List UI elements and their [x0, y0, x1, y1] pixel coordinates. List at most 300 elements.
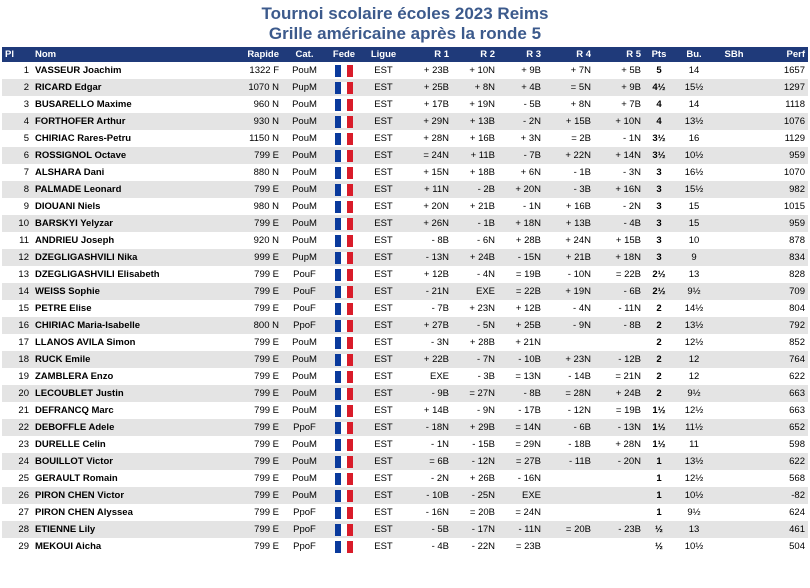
- cell-r2: + 13B: [452, 113, 498, 130]
- table-row: [2, 283, 808, 300]
- cell-fede: [327, 249, 361, 266]
- col-header-fede: Fede: [327, 47, 361, 62]
- france-flag-icon: [335, 150, 353, 162]
- table-row: [2, 130, 808, 147]
- cell-r4: + 23N: [544, 351, 594, 368]
- cell-pts: 4: [644, 96, 674, 113]
- cell-bu: 12: [674, 351, 714, 368]
- cell-bu: 15: [674, 198, 714, 215]
- cell-r1: = 24N: [406, 147, 452, 164]
- cell-rapide: 1150 N: [232, 130, 282, 147]
- cell-nom: RUCK Emile: [32, 351, 232, 368]
- france-flag-icon: [335, 235, 353, 247]
- france-flag-icon: [335, 303, 353, 315]
- france-flag-icon: [335, 354, 353, 366]
- france-flag-icon: [335, 524, 353, 536]
- cell-cat: PouM: [282, 402, 327, 419]
- france-flag-icon: [335, 167, 353, 179]
- cell-nom: CHIRIAC Rares-Petru: [32, 130, 232, 147]
- col-header-pl: Pl: [2, 47, 32, 62]
- cell-pts: 3½: [644, 147, 674, 164]
- cell-nom: BARSKYI Yelyzar: [32, 215, 232, 232]
- cell-ligue: EST: [361, 368, 406, 385]
- table-row: [2, 385, 808, 402]
- cell-sbh: [714, 164, 754, 181]
- cell-cat: PouM: [282, 164, 327, 181]
- cell-r2: + 8N: [452, 79, 498, 96]
- col-header-r3: R 3: [498, 47, 544, 62]
- cell-pl: 23: [2, 436, 32, 453]
- cell-pl: 10: [2, 215, 32, 232]
- cell-r1: - 4B: [406, 538, 452, 555]
- cell-rapide: 1070 N: [232, 79, 282, 96]
- cell-r5: [594, 538, 644, 555]
- cell-r2: + 28B: [452, 334, 498, 351]
- cell-sbh: [714, 215, 754, 232]
- france-flag-icon: [335, 422, 353, 434]
- cell-r2: + 11B: [452, 147, 498, 164]
- cell-cat: PouM: [282, 470, 327, 487]
- cell-bu: 9½: [674, 504, 714, 521]
- cell-r1: = 6B: [406, 453, 452, 470]
- cell-r1: + 17B: [406, 96, 452, 113]
- col-header-r2: R 2: [452, 47, 498, 62]
- cell-fede: [327, 147, 361, 164]
- cell-r4: - 11B: [544, 453, 594, 470]
- cell-cat: PpoF: [282, 521, 327, 538]
- cell-sbh: [714, 504, 754, 521]
- cell-ligue: EST: [361, 419, 406, 436]
- cell-nom: DZEGLIGASHVILI Elisabeth: [32, 266, 232, 283]
- cell-bu: 15½: [674, 181, 714, 198]
- cell-pts: 2: [644, 368, 674, 385]
- france-flag-icon: [335, 65, 353, 77]
- cell-sbh: [714, 62, 754, 79]
- cell-r2: - 9N: [452, 402, 498, 419]
- cell-nom: DURELLE Celin: [32, 436, 232, 453]
- cell-bu: 10: [674, 232, 714, 249]
- cell-fede: [327, 300, 361, 317]
- col-header-r1: R 1: [406, 47, 452, 62]
- cell-ligue: EST: [361, 232, 406, 249]
- cell-fede: [327, 487, 361, 504]
- col-header-r4: R 4: [544, 47, 594, 62]
- cell-pl: 7: [2, 164, 32, 181]
- cell-fede: [327, 130, 361, 147]
- cell-r1: + 20N: [406, 198, 452, 215]
- cell-perf: 878: [754, 232, 808, 249]
- cell-pl: 11: [2, 232, 32, 249]
- cell-r4: - 3B: [544, 181, 594, 198]
- cell-perf: 1076: [754, 113, 808, 130]
- france-flag-icon: [335, 371, 353, 383]
- cell-perf: -82: [754, 487, 808, 504]
- cell-r3: + 18N: [498, 215, 544, 232]
- cell-r5: + 7B: [594, 96, 644, 113]
- cell-r2: - 5N: [452, 317, 498, 334]
- cell-r1: + 25B: [406, 79, 452, 96]
- cell-r3: + 28B: [498, 232, 544, 249]
- cell-r3: EXE: [498, 487, 544, 504]
- cell-cat: PpoF: [282, 538, 327, 555]
- france-flag-icon: [335, 218, 353, 230]
- france-flag-icon: [335, 337, 353, 349]
- cell-pl: 2: [2, 79, 32, 96]
- cell-fede: [327, 453, 361, 470]
- cell-bu: 16½: [674, 164, 714, 181]
- cell-sbh: [714, 368, 754, 385]
- cell-rapide: 799 E: [232, 147, 282, 164]
- cell-r2: + 16B: [452, 130, 498, 147]
- cell-r2: + 21B: [452, 198, 498, 215]
- cell-r4: - 12N: [544, 402, 594, 419]
- table-row: [2, 436, 808, 453]
- cell-r5: - 8B: [594, 317, 644, 334]
- cell-fede: [327, 538, 361, 555]
- cell-r4: + 19N: [544, 283, 594, 300]
- cell-bu: 10½: [674, 147, 714, 164]
- cell-pts: 2: [644, 317, 674, 334]
- france-flag-icon: [335, 82, 353, 94]
- table-row: [2, 521, 808, 538]
- table-row: [2, 419, 808, 436]
- cell-bu: 13½: [674, 453, 714, 470]
- cell-nom: WEISS Sophie: [32, 283, 232, 300]
- cell-perf: 1657: [754, 62, 808, 79]
- cell-r2: - 22N: [452, 538, 498, 555]
- cell-bu: 11½: [674, 419, 714, 436]
- cell-r1: - 5B: [406, 521, 452, 538]
- france-flag-icon: [335, 252, 353, 264]
- cell-r5: = 21N: [594, 368, 644, 385]
- col-header-perf: Perf: [754, 47, 808, 62]
- cell-r3: - 17B: [498, 402, 544, 419]
- cell-pl: 4: [2, 113, 32, 130]
- cell-r3: - 10B: [498, 351, 544, 368]
- cell-r1: - 13N: [406, 249, 452, 266]
- cell-perf: 568: [754, 470, 808, 487]
- cell-fede: [327, 232, 361, 249]
- cell-fede: [327, 368, 361, 385]
- cell-r5: - 12B: [594, 351, 644, 368]
- cell-ligue: EST: [361, 487, 406, 504]
- cell-cat: PouM: [282, 198, 327, 215]
- cell-r5: + 18N: [594, 249, 644, 266]
- cell-cat: PouM: [282, 130, 327, 147]
- cell-r3: + 3N: [498, 130, 544, 147]
- cell-r3: - 8B: [498, 385, 544, 402]
- cell-bu: 9½: [674, 385, 714, 402]
- cell-fede: [327, 317, 361, 334]
- cell-pl: 22: [2, 419, 32, 436]
- cell-nom: PALMADE Leonard: [32, 181, 232, 198]
- cell-nom: ANDRIEU Joseph: [32, 232, 232, 249]
- cell-r2: + 26B: [452, 470, 498, 487]
- cell-r1: + 22B: [406, 351, 452, 368]
- table-row: [2, 198, 808, 215]
- cell-sbh: [714, 538, 754, 555]
- table-row: [2, 181, 808, 198]
- france-flag-icon: [335, 320, 353, 332]
- cell-r2: EXE: [452, 283, 498, 300]
- cell-sbh: [714, 487, 754, 504]
- cell-r3: - 16N: [498, 470, 544, 487]
- cell-r2: - 12N: [452, 453, 498, 470]
- cell-r1: + 12B: [406, 266, 452, 283]
- cell-r3: = 24N: [498, 504, 544, 521]
- table-row: [2, 164, 808, 181]
- col-header-ligue: Ligue: [361, 47, 406, 62]
- france-flag-icon: [335, 456, 353, 468]
- cell-perf: 622: [754, 453, 808, 470]
- cell-cat: PouF: [282, 283, 327, 300]
- cell-cat: PouM: [282, 113, 327, 130]
- cell-cat: PouM: [282, 487, 327, 504]
- cell-cat: PouM: [282, 96, 327, 113]
- cell-ligue: EST: [361, 334, 406, 351]
- france-flag-icon: [335, 116, 353, 128]
- cell-r1: - 3N: [406, 334, 452, 351]
- cell-pl: 17: [2, 334, 32, 351]
- cell-r3: + 12B: [498, 300, 544, 317]
- cell-r4: + 16B: [544, 198, 594, 215]
- table-row: [2, 215, 808, 232]
- cell-pts: 1: [644, 470, 674, 487]
- table-row: [2, 266, 808, 283]
- cell-pl: 14: [2, 283, 32, 300]
- cell-cat: PpoF: [282, 504, 327, 521]
- cell-sbh: [714, 521, 754, 538]
- cell-r1: + 11N: [406, 181, 452, 198]
- col-header-r5: R 5: [594, 47, 644, 62]
- cell-perf: 622: [754, 368, 808, 385]
- france-flag-icon: [335, 388, 353, 400]
- cell-rapide: 799 E: [232, 521, 282, 538]
- cell-r1: - 1N: [406, 436, 452, 453]
- cell-r4: - 18B: [544, 436, 594, 453]
- cell-fede: [327, 283, 361, 300]
- cell-fede: [327, 164, 361, 181]
- cell-pl: 5: [2, 130, 32, 147]
- cell-sbh: [714, 266, 754, 283]
- cell-r1: - 8B: [406, 232, 452, 249]
- cell-r4: + 8N: [544, 96, 594, 113]
- cell-rapide: 1322 F: [232, 62, 282, 79]
- cell-r5: [594, 334, 644, 351]
- cell-pl: 24: [2, 453, 32, 470]
- cell-cat: PouM: [282, 436, 327, 453]
- cell-r5: + 15B: [594, 232, 644, 249]
- col-header-pts: Pts: [644, 47, 674, 62]
- cell-r1: + 14B: [406, 402, 452, 419]
- cell-r3: - 15N: [498, 249, 544, 266]
- cell-bu: 9: [674, 249, 714, 266]
- cell-perf: 663: [754, 402, 808, 419]
- table-row: [2, 317, 808, 334]
- cell-sbh: [714, 232, 754, 249]
- cell-pl: 12: [2, 249, 32, 266]
- cell-bu: 12½: [674, 334, 714, 351]
- cell-fede: [327, 79, 361, 96]
- cell-r3: + 21N: [498, 334, 544, 351]
- cell-pl: 16: [2, 317, 32, 334]
- cell-perf: 834: [754, 249, 808, 266]
- cell-perf: 852: [754, 334, 808, 351]
- cell-rapide: 799 E: [232, 351, 282, 368]
- cell-fede: [327, 113, 361, 130]
- cell-sbh: [714, 453, 754, 470]
- cell-ligue: EST: [361, 215, 406, 232]
- cell-pl: 28: [2, 521, 32, 538]
- cell-pts: ½: [644, 538, 674, 555]
- cell-perf: 1297: [754, 79, 808, 96]
- cell-pts: 3: [644, 164, 674, 181]
- cell-ligue: EST: [361, 283, 406, 300]
- cell-cat: PouM: [282, 351, 327, 368]
- cell-r2: - 3B: [452, 368, 498, 385]
- cell-nom: BUSARELLO Maxime: [32, 96, 232, 113]
- cell-bu: 12½: [674, 402, 714, 419]
- cell-fede: [327, 504, 361, 521]
- table-row: [2, 232, 808, 249]
- cell-bu: 14: [674, 62, 714, 79]
- cell-perf: 804: [754, 300, 808, 317]
- cell-ligue: EST: [361, 351, 406, 368]
- cell-ligue: EST: [361, 402, 406, 419]
- cell-perf: 624: [754, 504, 808, 521]
- cell-ligue: EST: [361, 300, 406, 317]
- tournament-title: Tournoi scolaire écoles 2023 Reims: [261, 4, 549, 23]
- cell-r5: - 4B: [594, 215, 644, 232]
- cell-r2: - 4N: [452, 266, 498, 283]
- cell-cat: PouM: [282, 368, 327, 385]
- cell-nom: MEKOUI Aicha: [32, 538, 232, 555]
- cell-nom: CHIRIAC Maria-Isabelle: [32, 317, 232, 334]
- france-flag-icon: [335, 99, 353, 111]
- cell-fede: [327, 470, 361, 487]
- cell-r2: + 29B: [452, 419, 498, 436]
- cell-r3: = 29N: [498, 436, 544, 453]
- cell-ligue: EST: [361, 181, 406, 198]
- col-header-rapide: Rapide: [232, 47, 282, 62]
- cell-rapide: 799 E: [232, 300, 282, 317]
- cell-cat: PouM: [282, 62, 327, 79]
- cell-sbh: [714, 317, 754, 334]
- cell-pts: 2: [644, 351, 674, 368]
- col-header-bu: Bu.: [674, 47, 714, 62]
- cell-r2: + 10N: [452, 62, 498, 79]
- cell-sbh: [714, 283, 754, 300]
- cell-nom: PIRON CHEN Victor: [32, 487, 232, 504]
- cell-r2: - 17N: [452, 521, 498, 538]
- cell-fede: [327, 181, 361, 198]
- cell-rapide: 799 E: [232, 402, 282, 419]
- table-row: [2, 334, 808, 351]
- cell-rapide: 930 N: [232, 113, 282, 130]
- table-row: [2, 453, 808, 470]
- table-row: [2, 113, 808, 130]
- cell-r4: + 7N: [544, 62, 594, 79]
- cell-r3: - 2N: [498, 113, 544, 130]
- cell-bu: 13: [674, 521, 714, 538]
- cell-cat: PouM: [282, 215, 327, 232]
- cell-sbh: [714, 436, 754, 453]
- cell-pts: 3: [644, 198, 674, 215]
- cell-cat: PouF: [282, 266, 327, 283]
- cell-r5: + 14N: [594, 147, 644, 164]
- cell-pts: 2½: [644, 266, 674, 283]
- cell-r2: + 23N: [452, 300, 498, 317]
- cell-r5: = 19B: [594, 402, 644, 419]
- cell-r4: = 5N: [544, 79, 594, 96]
- cell-r3: + 20N: [498, 181, 544, 198]
- cell-perf: 1070: [754, 164, 808, 181]
- cell-bu: 14½: [674, 300, 714, 317]
- table-row: [2, 368, 808, 385]
- cell-r4: + 22N: [544, 147, 594, 164]
- cell-pts: 3: [644, 215, 674, 232]
- cell-ligue: EST: [361, 453, 406, 470]
- cell-fede: [327, 351, 361, 368]
- cell-r5: [594, 470, 644, 487]
- france-flag-icon: [335, 439, 353, 451]
- france-flag-icon: [335, 541, 353, 553]
- cell-r3: - 11N: [498, 521, 544, 538]
- cell-pts: 1½: [644, 402, 674, 419]
- cell-ligue: EST: [361, 62, 406, 79]
- cell-perf: 1118: [754, 96, 808, 113]
- cell-rapide: 880 N: [232, 164, 282, 181]
- cell-ligue: EST: [361, 147, 406, 164]
- cell-rapide: 799 E: [232, 436, 282, 453]
- cell-pts: 1½: [644, 436, 674, 453]
- table-row: [2, 300, 808, 317]
- cell-r4: + 21B: [544, 249, 594, 266]
- cell-r3: + 25B: [498, 317, 544, 334]
- cell-sbh: [714, 147, 754, 164]
- france-flag-icon: [335, 201, 353, 213]
- cell-r3: = 19B: [498, 266, 544, 283]
- cell-rapide: 920 N: [232, 232, 282, 249]
- cell-rapide: 980 N: [232, 198, 282, 215]
- cell-fede: [327, 62, 361, 79]
- cell-r1: - 7B: [406, 300, 452, 317]
- cell-r4: - 10N: [544, 266, 594, 283]
- cell-r1: + 26N: [406, 215, 452, 232]
- cell-fede: [327, 436, 361, 453]
- cell-rapide: 799 E: [232, 334, 282, 351]
- cell-rapide: 799 E: [232, 470, 282, 487]
- cell-rapide: 799 E: [232, 453, 282, 470]
- cell-sbh: [714, 334, 754, 351]
- cell-perf: 504: [754, 538, 808, 555]
- cell-cat: PouF: [282, 300, 327, 317]
- cell-sbh: [714, 198, 754, 215]
- cell-r4: [544, 470, 594, 487]
- cell-rapide: 800 N: [232, 317, 282, 334]
- cell-r3: - 5B: [498, 96, 544, 113]
- cell-nom: BOUILLOT Victor: [32, 453, 232, 470]
- cell-pl: 21: [2, 402, 32, 419]
- cell-bu: 15: [674, 215, 714, 232]
- col-header-sbh: SBh: [714, 47, 754, 62]
- cell-r3: = 23B: [498, 538, 544, 555]
- cell-ligue: EST: [361, 79, 406, 96]
- cell-r5: + 16N: [594, 181, 644, 198]
- cell-pl: 13: [2, 266, 32, 283]
- cell-nom: PIRON CHEN Alyssea: [32, 504, 232, 521]
- cell-r5: - 20N: [594, 453, 644, 470]
